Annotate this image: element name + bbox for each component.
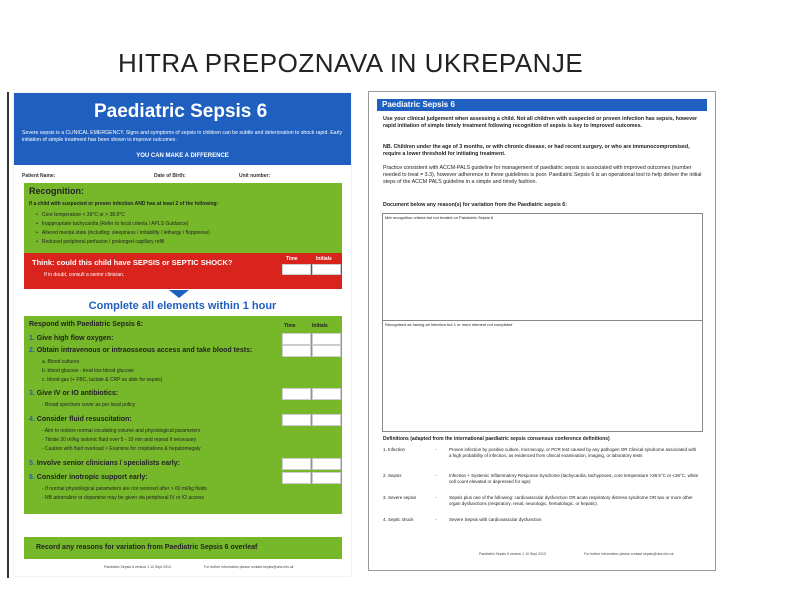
variation-box-1[interactable] (382, 213, 703, 321)
overleaf-box (24, 537, 342, 559)
back-title: Paediatric Sepsis 6 (382, 100, 455, 109)
step-2-sub: c. blood gas (+ FBC, lactate & CRP as able for sepsis) (42, 377, 163, 383)
step-4-sub: - Titrate 20 ml/kg isotonic fluid over 5 - 10 min and repeat if necessary (42, 437, 197, 443)
unit-number-label: Unit number: (239, 173, 271, 179)
time-cell[interactable] (282, 472, 311, 484)
slide-title: HITRA PREPOZNAVA IN UKREPANJE (118, 48, 584, 78)
back-footer-right: For further information please contact sepsis@uhs.nhs.uk (584, 552, 674, 556)
front-title: Paediatric Sepsis 6 (94, 101, 268, 122)
back-para-2: NB. Children under the age of 3 months, or with chronic disease, or had recent surgery, or who are immunocompromised, require a lower threshold for initiating treatment. (383, 144, 690, 157)
front-intro: Severe sepsis is a CLINICAL EMERGENCY. Signs and symptoms of sepsis in children can be subtle and deterioration to shock rapid. Early initiation of simple treatment has been shown to improve outcomes. (22, 130, 343, 143)
variation-box-1-label: Met recognition criteria but not treated on Paediatric Sepsis 6 (385, 215, 494, 220)
step-6: 6. Consider inotropic support early: (29, 474, 148, 481)
front-cta: YOU CAN MAKE A DIFFERENCE (136, 153, 229, 159)
step-4-sub: - Aim to restore normal circulating volume and physiological parameters (42, 428, 201, 434)
initials-cell[interactable] (312, 414, 341, 426)
time-cell[interactable] (282, 388, 311, 400)
patient-name-label: Patient Name: (22, 173, 56, 179)
think-sepsis-bar (24, 253, 342, 289)
recognition-sub: If a child with suspected or proven infection AND has at least 2 of the following: (29, 201, 219, 207)
step-2: 2. Obtain intravenous or intraosseous access and take blood tests: (29, 347, 253, 354)
back-header (377, 99, 707, 111)
step-6-sub: - If normal physiological parameters are not restored after > 60 ml/kg fluids (42, 486, 207, 492)
step-6-sub: - NB adrenaline or dopamine may be given via peripheral IV or IO access (42, 495, 205, 501)
step-2-sub: b. blood glucose - treat low blood glucose (42, 368, 135, 374)
front-footer-right: For further information please contact sepsis@uhs.nhs.uk (204, 565, 294, 569)
variation-box-2[interactable] (382, 320, 703, 432)
variation-box-2-label: Recognised as having an infection but 1 or more element not completed (385, 322, 513, 327)
red-initials-cell[interactable] (312, 264, 341, 275)
step-4-sub: - Caution with fluid overload > Examine for crepitations & hepatomegaly (42, 446, 201, 452)
step-2-sub: a. Blood cultures (42, 359, 80, 365)
recognition-box (24, 183, 342, 261)
recognition-item: • Core temperature < 36°C or > 38.5°C (36, 212, 125, 218)
recognition-item: • Altered mental state (including: sleepiness / irritability / lethargy / floppiness) (36, 230, 210, 236)
sepsis-form-front-page (14, 93, 351, 576)
complete-within-hour: Complete all elements within 1 hour (88, 300, 277, 312)
initials-cell[interactable] (312, 388, 341, 400)
think-sepsis-question: Think: could this child have SEPSIS or SEPTIC SHOCK? (32, 258, 233, 267)
step-4: 4. Consider fluid resuscitation: (29, 416, 132, 423)
dob-label: Date of Birth: (154, 173, 186, 179)
step-3: 3. Give IV or IO antibiotics: (29, 390, 119, 397)
initials-cell[interactable] (312, 345, 341, 357)
step-3-sub: - Broad spectrum cover as per local policy (42, 402, 136, 408)
respond-title: Respond with Paediatric Sepsis 6: (29, 321, 143, 328)
front-footer-left: Paediatric Sepsis 6 version 1 10 Sept 2013 (104, 565, 171, 569)
recognition-item: • Reduced peripheral perfusion / prolonged capillary refill (36, 239, 165, 245)
time-cell[interactable] (282, 333, 311, 345)
step-1: 1. Give high flow oxygen: (29, 335, 114, 342)
respond-box (24, 316, 342, 514)
initials-cell[interactable] (312, 333, 341, 345)
slide-left-rule (7, 92, 9, 578)
time-cell[interactable] (282, 414, 311, 426)
recognition-item: • Inappropriate tachycardia (Refer to local criteria / APLS Guidance) (36, 221, 189, 227)
back-para-3: Practice consistent with ACCM-PALS guideline for management of paediatric sepsis is associated with improved outcomes (number needed to treat = 3.3), however adherence to these guidelines is poor. Paediatric Sepsis 6 is an operational tool to help deliver the initial steps of the ACCM PALS guideline in a simple and timely fashion. (383, 165, 702, 185)
time-cell[interactable] (282, 345, 311, 357)
respond-initials-header: Initials (312, 323, 328, 329)
red-initials-header: Initials (316, 256, 332, 262)
think-sepsis-sub: If in doubt, consult a senior clinician. (44, 272, 125, 278)
variation-heading: Document below any reason(s) for variation from the Paediatric sepsis 6: (383, 202, 567, 208)
back-para-1: Use your clinical judgement when assessing a child. Not all children with suspected or proven infection has sepsis, however rapid initiation of simple timely treatment following recognition of sepsis is key to improved outcomes. (383, 116, 698, 129)
initials-cell[interactable] (312, 472, 341, 484)
down-arrow-icon (169, 290, 189, 298)
sepsis-form-back-page: Paediatric Sepsis 6 Use your clinical judgement when assessing a child. Not all children with suspected or proven infection has sepsis, however rapid initiation of simple timely treatment following recognition of sepsis is key to improved outcomes. NB. Children under the age of 3 months, or with chronic disease, or had recent surgery, or who are immunocompromised, require a lower threshold for initiating treatment. Practice consistent with ACCM-PALS guideline for management of paediatric sepsis is associated with improved outcomes (number needed to treat = 3.3), however adherence to these guidelines is poor. Paediatric Sepsis 6 is an operational tool to help deliver the initial steps of the ACCM PALS guideline in a simple and timely fashion. Document below any reason(s) for variation from the Paediatric sepsis 6: Met recognition criteria but not treated on Paediatric Sepsis 6 Recognised as having an infection but 1 or more element not completed Definitions (adapted from the international paediatric sepsis consensus conference definitions) 1. Infection - Proven infection by positive culture, microscopy, or PCR test caused by any pathogen OR Clinical syndrome associated with a high probability of infection, as evidenced from clinical examination, imaging, or laboratory tests 2. Sepsis - Infection + Systemic Inflammatory Response Syndrome (tachycardia, tachypnoea, core temperature >38.5°C or <36°C, white cell count elevated or depressed for age) 3. Severe sepsis - Sepsis plus one of the following: cardiovascular dysfunction OR acute respiratory distress syndrome OR two or more other organ dysfunctions (respiratory, renal, neurologic, hematologic, or hepatic). 4. Septic shock - Severe Sepsis with cardiovascular dysfunction Paediatric Sepsis 6 version 1 10 Sept 2013 For further information please contact sepsis@uhs.nhs.uk (368, 91, 716, 571)
definitions-title: Definitions (adapted from the international paediatric sepsis consensus conference definitions) (383, 436, 610, 442)
front-header (14, 93, 351, 165)
step-5: 5. Involve senior clinicians / specialists early: (29, 460, 180, 467)
recognition-title: Recognition: (29, 186, 84, 196)
red-time-header: Time (286, 256, 298, 262)
respond-time-header: Time (284, 323, 296, 329)
back-footer-left: Paediatric Sepsis 6 version 1 10 Sept 2013 (479, 552, 546, 556)
initials-cell[interactable] (312, 458, 341, 470)
time-cell[interactable] (282, 458, 311, 470)
overleaf-text: Record any reasons for variation from Paediatric Sepsis 6 overleaf (36, 544, 258, 551)
red-time-cell[interactable] (282, 264, 311, 275)
